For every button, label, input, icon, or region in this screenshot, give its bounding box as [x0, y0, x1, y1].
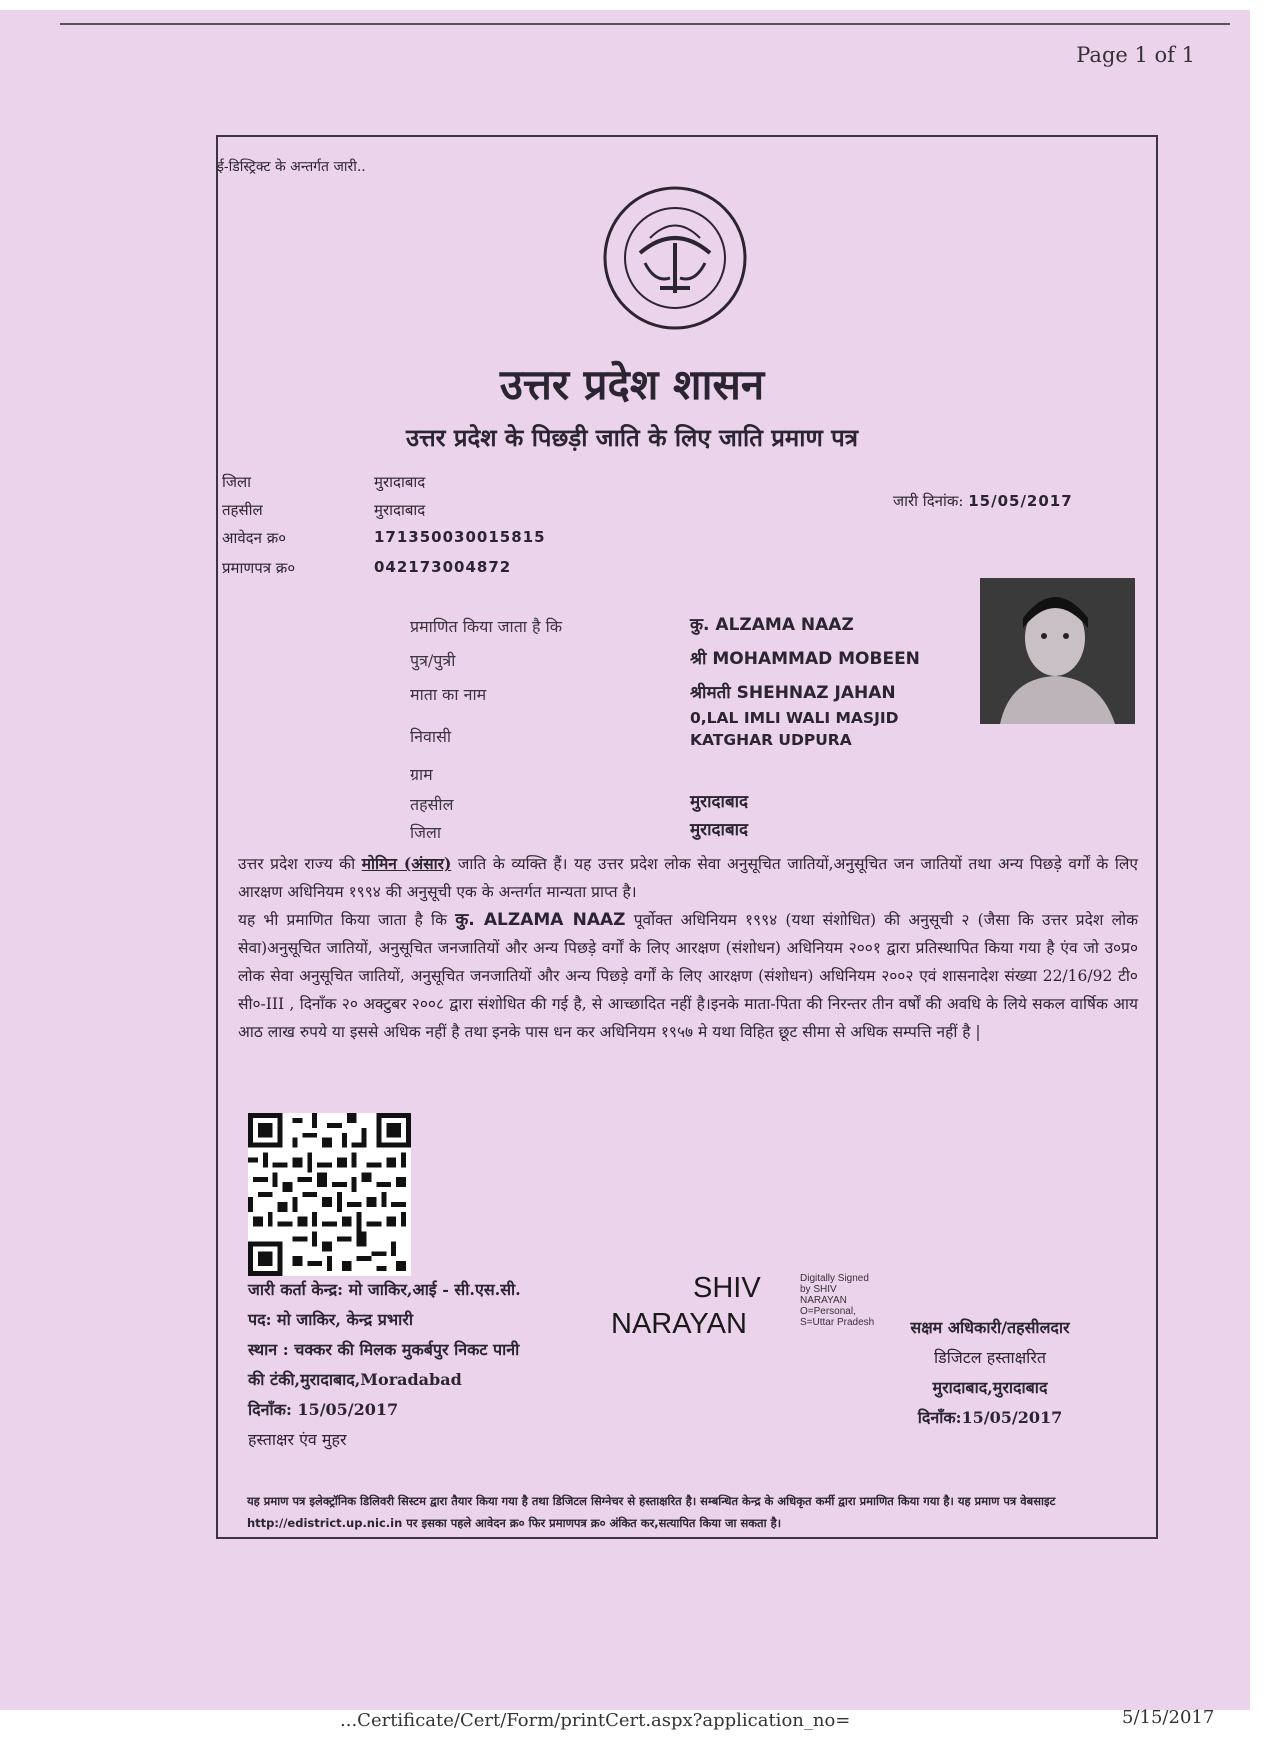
applicant-photo-image [980, 578, 1135, 724]
application-number-label: आवेदन क्र० [222, 529, 287, 547]
meta-certificate-row [222, 558, 512, 578]
body-p1-start: उत्तर प्रदेश राज्य की [238, 855, 362, 873]
digital-signature-details [800, 1273, 874, 1328]
top-rule [60, 23, 1230, 25]
certificate-number-label: प्रमाणपत्र क्र० [222, 559, 296, 577]
meta-district-label: जिला [222, 473, 252, 491]
issuer-block [248, 1275, 521, 1455]
issue-date-value: 15/05/2017 [968, 492, 1073, 510]
meta-application-row [222, 528, 546, 548]
parent-label: पुत्र/पुत्री [410, 651, 456, 670]
caste-name: मोमिन (अंसार) [361, 854, 452, 873]
meta-tehsil-row [222, 500, 426, 520]
certificate-sheet [0, 10, 1250, 1730]
person-tehsil-value: मुरादाबाद [690, 792, 749, 812]
qr-code-icon [248, 1113, 411, 1276]
resident-label: निवासी [410, 727, 452, 746]
government-title: उत्तर प्रदेश शासन [499, 360, 765, 409]
person-district-value: मुरादाबाद [690, 820, 749, 840]
issue-date-label: जारी दिनांक: [893, 492, 964, 510]
body-p1-end: जाति के व्यक्ति हैं। यह उत्तर प्रदेश लोक सेवा अनुसूचित जातियों,अनुसूचित जन जातियों तथा अन्य पिछड़े वर्गों के लिए आरक्षण अधिनियम १९९४ की अनुसूची एक के अन्तर्गत मान्यता प्राप्त है। [238, 855, 1138, 901]
ds-line-5: S=Uttar Pradesh [800, 1317, 875, 1328]
father-name: श्री MOHAMMAD MOBEEN [690, 649, 920, 669]
issued-under-text: ई-डिस्ट्रिक्ट के अन्तर्गत जारी.. [217, 159, 366, 175]
issuer-date: दिनाँक: 15/05/2017 [248, 1400, 399, 1419]
signature-name-line-1: SHIV [693, 1272, 761, 1304]
page-number: Page 1 of 1 [1076, 43, 1195, 67]
person-district-label: जिला [410, 823, 442, 842]
body-applicant-name: कु. ALZAMA NAAZ [455, 910, 626, 930]
mother-label: माता का नाम [410, 685, 487, 704]
mother-name: श्रीमती SHEHNAZ JAHAN [690, 683, 896, 703]
certified-label: प्रमाणित किया जाता है कि [410, 617, 563, 636]
meta-tehsil-value: मुरादाबाद [374, 501, 426, 519]
ds-line-1: Digitally Signed [800, 1273, 869, 1284]
print-date: 5/15/2017 [1122, 1707, 1215, 1728]
body-paragraph-1 [238, 850, 1138, 906]
officer-title: सक्षम अधिकारी/तहसीलदार [910, 1318, 1070, 1337]
issuer-place-line-2: की टंकी,मुरादाबाद,Moradabad [248, 1370, 462, 1389]
ds-line-4: O=Personal, [800, 1306, 856, 1317]
address-line-1: 0,LAL IMLI WALI MASJID [690, 709, 899, 727]
ds-line-2: by SHIV [800, 1284, 837, 1295]
print-url: ...Certificate/Cert/Form/printCert.aspx?application_no= [340, 1710, 851, 1730]
applicant-photo [980, 578, 1135, 724]
certificate-title: उत्तर प्रदेश के पिछड़ी जाति के लिए जाति प्रमाण पत्र [405, 423, 859, 452]
issuer-post: पद: मो जाकिर, केन्द्र प्रभारी [248, 1310, 413, 1329]
meta-district-row [222, 472, 426, 492]
footer-note: यह प्रमाण पत्र इलेक्ट्रॉनिक डिलिवरी सिस्टम द्वारा तैयार किया गया है तथा डिजिटल सिग्नेचर से हस्ताक्षरित है। सम्बन्धित केन्द्र के अधिकृत कर्मी द्वारा प्रमाणित किया गया है। यह प्रमाण पत्र वेबसाइट http://edistrict.up.nic.in पर इसका पहले आवेदन क्र० फिर प्रमाणपत्र क्र० अंकित कर,सत्यापित किया जा सकता है। [247, 1494, 1056, 1530]
address-line-2: KATGHAR UDPURA [690, 731, 852, 749]
body-paragraph-2 [238, 906, 1138, 1046]
officer-place: मुरादाबाद,मुरादाबाद [932, 1378, 1048, 1397]
officer-digital: डिजिटल हस्ताक्षरित [934, 1348, 1046, 1367]
body-p2-start: यह भी प्रमाणित किया जाता है कि [238, 911, 456, 929]
ds-line-3: NARAYAN [800, 1295, 847, 1306]
certificate-body [238, 850, 1138, 1046]
application-number: 171350030015815 [374, 528, 546, 546]
signature-name-line-2: NARAYAN [611, 1308, 747, 1340]
issuing-centre: जारी कर्ता केन्द्र: मो जाकिर,आई - सी.एस.सी. [248, 1280, 521, 1299]
officer-date: दिनाँक:15/05/2017 [917, 1408, 1063, 1427]
body-p2-end: पूर्वोक्त अधिनियम १९९४ (यथा संशोधित) की अनुसूची २ (जैसा कि उत्तर प्रदेश लोक सेवा)अनुसूचित जातियों, अनुसूचित जनजातियों और अन्य पिछड़े वर्गों के लिए आरक्षण (संशोधन) अधिनियम २००१ द्वारा प्रतिस्थापित किया गया है एंव जो उ०प्र० लोक सेवा अनुसूचित जातियों, अनुसूचित जनजातियों और अन्य पिछड़े वर्गों के लिए आरक्षण (संशोधन) अधिनियम २००२ एवं शासनादेश संख्या 22/16/92 टी० सी०-III , दिनाँक २० अक्टुबर २००८ द्वारा संशोधित की गई है, से आच्छादित नहीं है।इनके माता-पिता की निरन्तर तीन वर्षों की अवधि के लिये सकल वार्षिक आय आठ लाख रुपये या इससे अधिक नहीं है तथा इनके पास धन कर अधिनियम १९५७ मे यथा विहित छूट सीमा से अधिक सम्पत्ति नहीं है | [238, 911, 1138, 1041]
village-label: ग्राम [410, 765, 433, 784]
meta-district-value: मुरादाबाद [374, 473, 426, 491]
meta-tehsil-label: तहसील [222, 501, 263, 519]
certificate-number: 042173004872 [374, 558, 512, 576]
applicant-name: कु. ALZAMA NAAZ [690, 615, 854, 635]
issuer-sign-label: हस्ताक्षर एंव मुहर [248, 1430, 347, 1449]
person-tehsil-label: तहसील [410, 795, 454, 814]
issue-date [893, 491, 1073, 511]
officer-block [870, 1313, 1110, 1433]
up-emblem-icon [600, 183, 750, 333]
issuer-place-line-1: स्थान : चक्कर की मिलक मुकर्बपुर निकट पानी [248, 1340, 520, 1359]
